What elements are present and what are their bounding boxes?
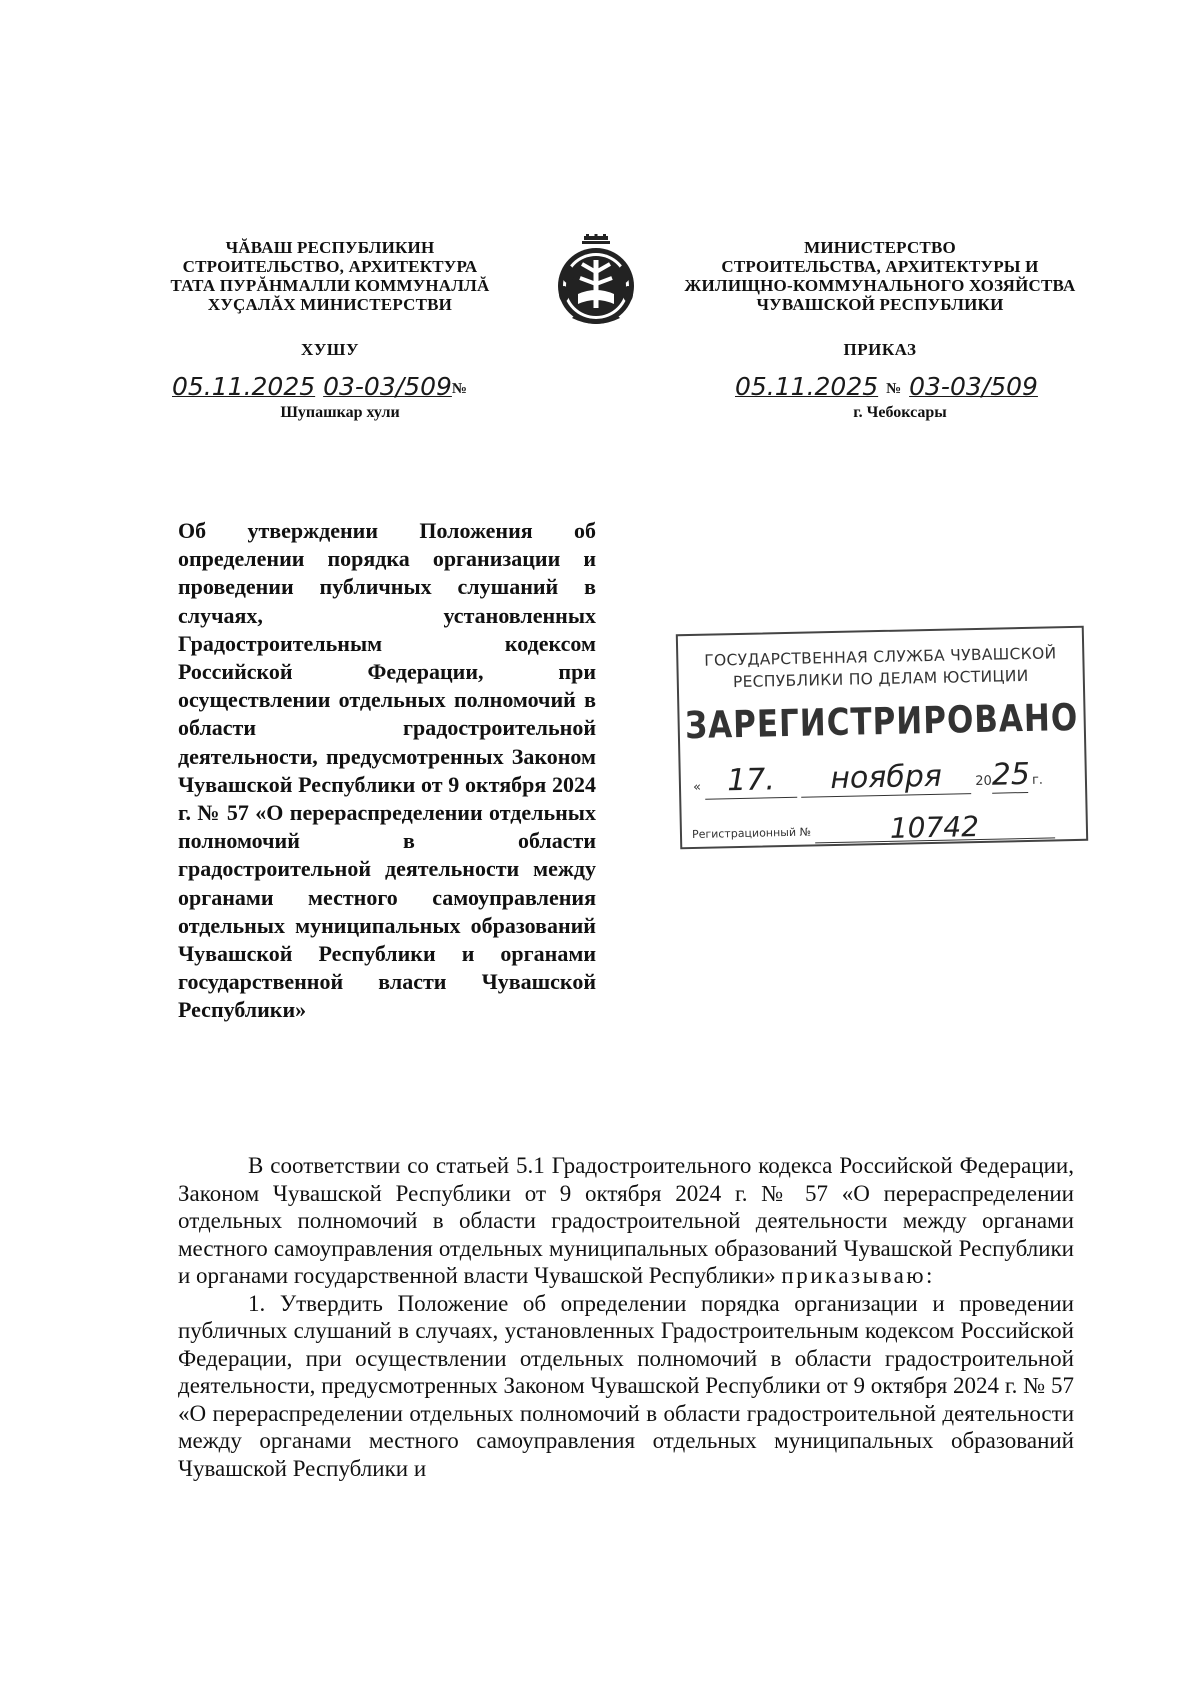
document-title: Об утверждении Положения об определении порядка организации и проведении публичных слушаний в случаях, установленных Градостроительным кодексом Российской Федерации, при осуществлении отдельных полномочий в области градостроительной деятельности, предусмотренных Законом Чувашской Республики от 9 октября 2024 г. № 57 «О перераспределении отдельных полномочий в области градостроительной деятельности между органами местного самоуправления отдельных муниципальных образований Чувашской Республики и органами государственной власти Чувашской Республики» bbox=[178, 518, 596, 1023]
chuvash-republic-emblem-icon bbox=[552, 234, 640, 330]
stamp-agency-line-1: ГОСУДАРСТВЕННАЯ СЛУЖБА ЧУВАШСКОЙ bbox=[704, 644, 1057, 670]
order-number: 03-03/509 bbox=[323, 372, 452, 401]
stamp-year-unit: г. bbox=[1031, 772, 1044, 788]
stamp-status: ЗАРЕГИСТРИРОВАНО bbox=[684, 696, 1079, 748]
stamp-registration-number bbox=[692, 804, 1055, 846]
stamp-agency-line-2: РЕСПУБЛИКИ ПО ДЕЛАМ ЮСТИЦИИ bbox=[732, 666, 1029, 692]
ministry-name-line: ЧĂВАШ РЕСПУБЛИКИН bbox=[225, 238, 435, 257]
stamp-day: 17. bbox=[726, 762, 776, 799]
stamp-open-quote: « bbox=[692, 779, 702, 795]
number-sign: № bbox=[451, 381, 467, 397]
order-date-number-russian bbox=[735, 372, 1038, 402]
city-russian: г. Чебоксары bbox=[853, 404, 947, 421]
ministry-name-chuvash bbox=[140, 238, 520, 314]
ministry-name-line: ХУҪАЛĂХ МИНИСТЕРСТВИ bbox=[207, 295, 453, 314]
ministry-name-line: СТРОИТЕЛЬСТВА, АРХИТЕКТУРЫ И bbox=[721, 257, 1039, 276]
order-number: 03-03/509 bbox=[909, 372, 1038, 401]
doc-type-russian: ПРИКАЗ bbox=[843, 340, 917, 359]
order-date-number-chuvash bbox=[172, 372, 467, 402]
ministry-name-line: ЖИЛИЩНО-КОММУНАЛЬНОГО ХОЗЯЙСТВА bbox=[684, 276, 1076, 295]
preamble-text: В соответствии со статьей 5.1 Градостроительного кодекса Российской Федерации, Законом Чувашской Республики от 9 октября 2024 г. № 57 «О перераспределении отдельных полномочий в области градостроительной деятельности между органами местного самоуправления отдельных муниципальных образований Чувашской Республики и органами государственной власти Чувашской Республики» bbox=[178, 1153, 1074, 1288]
stamp-reg-label: Регистрационный № bbox=[691, 825, 812, 841]
stamp-year-suffix: 25 bbox=[991, 756, 1031, 793]
number-sign: № bbox=[886, 381, 902, 397]
body-paragraph bbox=[178, 1152, 1074, 1290]
stamp-date bbox=[693, 757, 1044, 800]
order-date: 05.11.2025 bbox=[735, 372, 879, 401]
city-chuvash: Шупашкар хули bbox=[280, 404, 400, 421]
stamp-month: ноября bbox=[829, 758, 943, 797]
doc-type-chuvash: ХУШУ bbox=[301, 340, 359, 359]
ministry-name-russian bbox=[660, 238, 1100, 314]
body-paragraph: 1. Утвердить Положение об определении порядка организации и проведении публичных слушаний в случаях, установленных Градостроительным кодексом Российской Федерации, при осуществлении отдельных полномочий в области градостроительной деятельности, предусмотренных Законом Чувашской Республики от 9 октября 2024 г. № 57 «О перераспределении отдельных полномочий в области градостроительной деятельности между органами местного самоуправления отдельных муниципальных образований Чувашской Республики и bbox=[178, 1290, 1074, 1481]
ministry-name-line: ЧУВАШСКОЙ РЕСПУБЛИКИ bbox=[756, 295, 1004, 314]
stamp-year-prefix: 20 bbox=[975, 773, 993, 790]
ministry-name-line: СТРОИТЕЛЬСТВО, АРХИТЕКТУРА bbox=[182, 257, 478, 276]
order-date: 05.11.2025 bbox=[172, 372, 316, 401]
registration-stamp bbox=[676, 626, 1088, 849]
document-body bbox=[178, 1152, 1074, 1482]
ministry-name-line: ТАТА ПУРĂНМАЛЛИ КОММУНАЛЛĂ bbox=[170, 276, 490, 295]
ministry-name-line: МИНИСТЕРСТВО bbox=[804, 238, 956, 257]
stamp-reg-number: 10742 bbox=[889, 809, 980, 845]
order-word: приказываю: bbox=[781, 1263, 935, 1288]
